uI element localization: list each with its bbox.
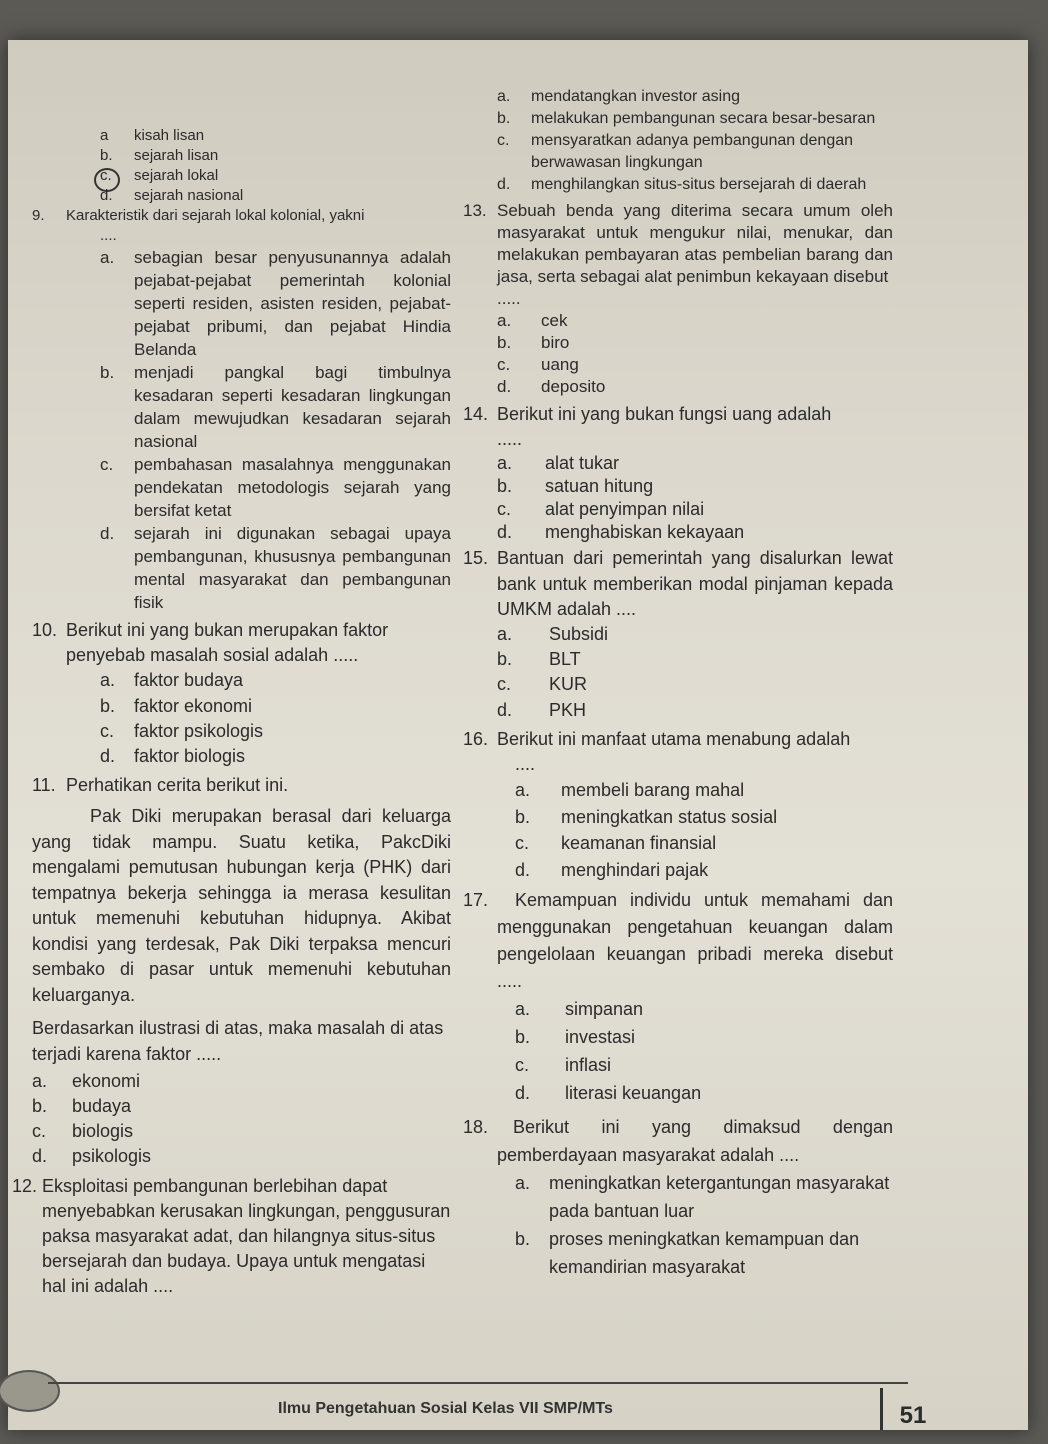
question-number: 9. [32,207,45,224]
option-letter: b. [497,110,511,127]
option-letter: d. [497,377,512,396]
option-text: sejarah lokal [134,167,219,184]
question-9 [32,206,451,246]
q11-question: Berdasarkan ilustrasi di atas, maka masalah di atas terjadi karena faktor ..... [32,1018,444,1064]
question-number: 13. [463,201,487,220]
question-number: 15. [463,548,489,569]
q18-option-b [515,1225,893,1281]
q14-option-d [497,521,893,544]
option-letter: c. [100,167,112,184]
q8-options [66,126,451,206]
q15-option-d [497,698,893,723]
option-text: sejarah lisan [134,147,219,164]
q8-option-c [100,166,451,186]
option-text: menjadi pangkal bagi timbulnya kesadaran seperti kesadaran lingkungan dalam mewujudkan kesadaran sejarah nasional [134,363,451,451]
q10-option-b [100,694,451,719]
q12-option-a [497,86,893,108]
option-letter: a. [100,248,115,267]
question-text: Kemampuan individu untuk memahami dan menggunakan pengetahuan keuangan dalam pengelolaan keuangan pribadi mereka disebut ..... [497,890,893,992]
q16-option-b [515,804,893,831]
book-title: Ilmu Pengetahuan Sosial Kelas VII SMP/MTs [278,1400,613,1417]
option-letter: d. [497,699,513,720]
q15-option-a [497,622,893,647]
question-14 [463,402,893,452]
option-text: faktor ekonomi [134,695,253,716]
question-text: Berikut ini manfaat utama menabung adalah [497,728,851,749]
option-text: meningkatkan status sosial [561,806,778,827]
option-letter: d. [100,524,115,543]
option-letter: a. [497,453,513,474]
q16-option-c [515,830,893,857]
option-text: biro [541,333,570,352]
q10-option-a [100,668,451,693]
q13-option-a [497,310,893,332]
question-18 [463,1113,893,1169]
q16-options [463,777,893,883]
question-text: Perhatikan cerita berikut ini. [66,775,289,796]
option-letter: a. [100,670,116,691]
q18-options [463,1169,893,1281]
q14-option-b [497,475,893,498]
option-text: kisah lisan [134,127,205,144]
option-letter: b. [100,363,115,382]
q14-options [463,452,893,544]
q18-option-a [515,1169,893,1225]
option-letter: d. [100,746,116,767]
q13-options [463,310,893,398]
page-number: 51 [880,1388,943,1430]
option-text: inflasi [565,1055,612,1076]
option-letter: c. [497,355,511,374]
option-letter: a [100,127,109,144]
q8-option-b [100,146,451,166]
option-letter: c. [100,455,114,474]
question-blank: ..... [497,429,523,450]
q8-option-a [100,126,451,146]
question-16 [463,727,893,777]
question-number: 10. [32,620,58,640]
question-number: 17. [463,890,489,911]
option-letter: a. [497,88,511,105]
q9-option-a [100,246,451,361]
option-text: investasi [565,1027,636,1048]
option-letter: a. [515,1173,531,1194]
option-text: simpanan [565,999,644,1020]
option-text: mendatangkan investor asing [531,88,741,105]
option-text: keamanan finansial [561,833,717,854]
option-letter: b. [497,649,513,670]
option-text: KUR [549,674,588,695]
option-text: alat tukar [545,453,620,474]
option-text: menghindari pajak [561,859,709,880]
textbook-page [8,40,1028,1430]
q17-option-a [515,995,893,1023]
q11-option-c [32,1119,451,1144]
option-text: melakukan pembangunan secara besar-besaran [531,110,876,127]
option-text: literasi keuangan [565,1083,702,1104]
option-letter: b. [100,695,116,716]
q9-options [66,246,451,614]
option-letter: c. [515,833,530,854]
option-letter: b. [100,147,113,164]
option-text: alat penyimpan nilai [545,499,705,520]
question-text: Berikut ini yang dimaksud dengan pemberdayaan masyarakat adalah .... [497,1117,893,1166]
option-letter: c. [32,1121,47,1142]
question-text: Bantuan dari pemerintah yang disalurkan lewat bank untuk memberikan modal pinjaman kepada UMKM adalah .... [497,548,893,619]
q11-option-b [32,1094,451,1119]
option-letter: b. [32,1096,48,1117]
q17-option-c [515,1051,893,1079]
option-letter: a. [497,311,512,330]
question-13 [463,200,893,310]
q10-option-c [100,719,451,744]
q15-option-c [497,672,893,697]
option-text: ekonomi [72,1070,141,1091]
q12-option-b [497,108,893,130]
option-text: faktor psikologis [134,720,264,741]
question-blank: ..... [497,289,521,308]
option-text: menghabiskan kekayaan [545,522,745,543]
q8-option-d [100,186,451,206]
q9-option-b [100,361,451,453]
option-letter: c. [497,674,512,695]
option-letter: a. [32,1070,48,1091]
question-text: Berikut ini yang bukan merupakan faktor penyebab masalah sosial adalah ..... [66,620,389,666]
option-letter: d. [515,859,531,880]
q16-option-a [515,777,893,804]
q12-option-c [497,130,893,174]
question-blank: .... [100,227,117,244]
option-letter: d. [100,187,113,204]
option-text: PKH [549,699,587,720]
option-text: Subsidi [549,624,609,645]
option-letter: b. [515,806,531,827]
option-letter: d. [497,522,513,543]
q17-options [463,995,893,1107]
option-letter: a. [497,624,513,645]
option-text: sejarah ini digunakan sebagai upaya pembangunan, khususnya pembangunan mental masyarakat dan pembangunan fisik [134,524,451,612]
left-column [12,126,451,1300]
q17-option-d [515,1079,893,1107]
q16-option-d [515,857,893,884]
page-footer [8,1370,1028,1430]
question-10 [32,618,451,668]
right-column [463,86,893,1281]
option-text: budaya [72,1096,132,1117]
option-letter: b. [515,1229,531,1250]
option-letter: a. [515,999,531,1020]
question-number: 14. [463,404,489,424]
option-text: deposito [541,377,606,396]
q10-option-d [100,744,451,769]
question-blank: .... [515,754,536,775]
question-text: Sebuah benda yang diterima secara umum oleh masyarakat untuk mengukur nilai, menukar, dan melakukan pembayaran atas pembelian barang dan jasa, serta sebagai alat penimbun kekayaan disebut [497,201,893,286]
option-text: faktor budaya [134,670,244,691]
q15-option-b [497,647,893,672]
option-text: sejarah nasional [134,187,244,204]
q9-option-c [100,453,451,522]
q12-option-d [497,174,893,196]
option-letter: b. [497,333,512,352]
option-letter: c. [497,132,510,149]
option-text: psikologis [72,1146,152,1167]
option-letter: d. [32,1146,48,1167]
option-text: faktor biologis [134,746,246,767]
option-text: mensyaratkan adanya pembangunan dengan berwawasan lingkungan [531,132,854,171]
option-text: menghilangkan situs-situs bersejarah di daerah [531,176,867,193]
footer-circle-decoration [0,1370,60,1412]
option-text: meningkatkan ketergantungan masyarakat pada bantuan luar [549,1173,890,1222]
q11-story: Pak Diki merupakan berasal dari keluarga yang tidak mampu. Suatu ketika, PakcDiki mengalami pemutusan hubungan kerja (PHK) dari tempatnya bekerja sehingga ia merasa kesulitan untuk memenuhi kebutuhan hidupnya. Akibat kondisi yang terdesak, Pak Diki terpaksa mencuri sembako di pasar untuk memenuhi kebutuhan keluarganya. [32,806,451,1005]
q11-options [32,1069,451,1170]
option-letter: a. [515,780,531,801]
option-text: proses meningkatkan kemampuan dan kemandirian masyarakat [549,1229,860,1278]
option-letter: c. [515,1055,530,1076]
q12-options [463,86,893,196]
question-11 [32,773,451,798]
option-letter: d. [515,1083,531,1104]
option-letter: c. [497,499,512,520]
q13-option-c [497,354,893,376]
q15-options [463,622,893,723]
q11-option-d [32,1144,451,1169]
question-17 [463,887,893,995]
question-15 [463,546,893,622]
option-letter: d. [497,176,511,193]
q17-option-b [515,1023,893,1051]
q10-options [66,668,451,769]
q14-option-a [497,452,893,475]
q9-option-d [100,522,451,614]
question-number: 12. [12,1175,38,1196]
option-text: BLT [549,649,581,670]
option-letter: b. [515,1027,531,1048]
option-text: uang [541,355,579,374]
option-text: membeli barang mahal [561,780,745,801]
q11-option-a [32,1069,451,1094]
option-text: pembahasan masalahnya menggunakan pendekatan metodologis sejarah yang bersifat ketat [134,455,451,520]
question-text: Berikut ini yang bukan fungsi uang adalah [497,404,832,424]
question-number: 11. [32,775,56,796]
q13-option-b [497,332,893,354]
option-letter: c. [100,720,115,741]
q14-option-c [497,498,893,521]
question-12 [12,1174,451,1300]
question-number: 16. [463,728,489,749]
option-text: satuan hitung [545,476,654,497]
option-text: cek [541,311,568,330]
option-text: sebagian besar penyusunannya adalah pejabat-pejabat pemerintah kolonial seperti residen, asisten residen, pejabat-pejabat pribumi, dan pejabat Hindia Belanda [134,248,451,359]
question-text: Karakteristik dari sejarah lokal kolonial, yakni [66,207,365,224]
footer-divider [48,1382,908,1384]
option-letter: b. [497,476,513,497]
question-text: Eksploitasi pembangunan berlebihan dapat menyebabkan kerusakan lingkungan, penggusuran paksa masyarakat adat, dan hilangnya situs-situs bersejarah dan budaya. Upaya untuk mengatasi hal ini adalah .... [42,1175,451,1297]
option-text: biologis [72,1121,134,1142]
q13-option-d [497,376,893,398]
question-number: 18. [463,1117,489,1138]
